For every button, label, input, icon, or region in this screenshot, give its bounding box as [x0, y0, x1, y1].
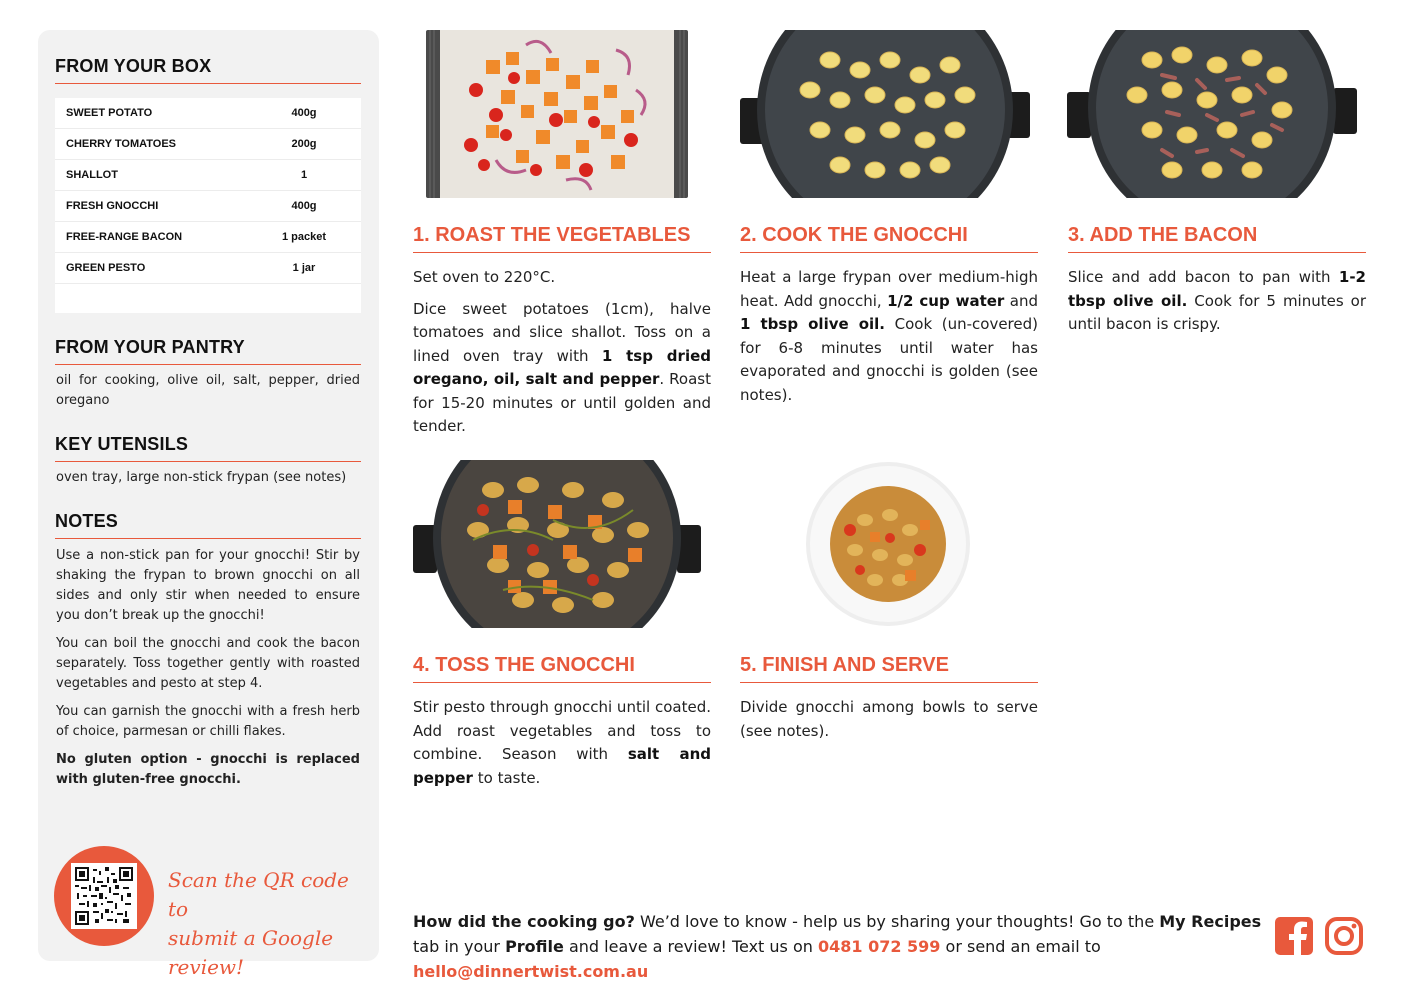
- step-5-photo: [740, 460, 1038, 628]
- table-row: [55, 191, 361, 222]
- step-2-body: [740, 266, 1038, 415]
- step-4-text: Stir pesto through gnocchi until coated. Add roast vegetables and toss to combine. Season with salt and pepper to taste.: [413, 698, 711, 787]
- step-2-photo: [740, 30, 1030, 198]
- step-3-title: 3. ADD THE BACON: [1068, 224, 1366, 253]
- step-1-text: Dice sweet potatoes (1cm), halve tomatoes and slice shallot. Toss on a lined oven tray with 1 tsp dried oregano, oil, salt and pepper. Roast for 15-20 minutes or until golden and tender.: [413, 299, 711, 435]
- note-item: You can garnish the gnocchi with a fresh herb of choice, parmesan or chilli flakes.: [56, 704, 360, 739]
- qr-caption-line: submit a Google review!: [168, 926, 334, 979]
- note-item: You can boil the gnocchi and cook the bacon separately. Toss together gently with roasted vegetables and pesto at step 4.: [56, 636, 360, 691]
- notes-heading: NOTES: [55, 511, 361, 539]
- ingredient-name: GREEN PESTO: [66, 262, 146, 274]
- pantry-text: oil for cooking, olive oil, salt, pepper, dried oregano: [56, 373, 360, 408]
- from-your-box-heading: FROM YOUR BOX: [55, 56, 361, 84]
- from-your-pantry-heading: FROM YOUR PANTRY: [55, 337, 361, 365]
- qr-code-icon: [71, 863, 137, 929]
- table-row: [55, 160, 361, 191]
- step-5-body: [740, 696, 1038, 751]
- table-row: [55, 98, 361, 129]
- qr-badge[interactable]: [54, 846, 154, 946]
- ingredient-qty: 400g: [291, 200, 317, 212]
- qr-caption: [168, 866, 368, 982]
- step-5-title: 5. FINISH AND SERVE: [740, 654, 1038, 683]
- table-row: [55, 129, 361, 160]
- step-5-text: Divide gnocchi among bowls to serve (see notes).: [740, 698, 1038, 740]
- step-1-photo: [426, 30, 688, 198]
- table-row: [55, 253, 361, 284]
- ingredient-qty: 1 jar: [292, 262, 316, 274]
- step-3-body: [1068, 266, 1366, 345]
- facebook-icon[interactable]: [1275, 917, 1313, 955]
- step-4-photo: [413, 460, 701, 628]
- ingredient-qty: 400g: [291, 107, 317, 119]
- step-2-title: 2. COOK THE GNOCCHI: [740, 224, 1038, 253]
- step-4-title: 4. TOSS THE GNOCCHI: [413, 654, 711, 683]
- step-4-body: [413, 696, 711, 798]
- ingredient-name: CHERRY TOMATOES: [66, 138, 177, 150]
- my-recipes-label: My Recipes: [1159, 912, 1262, 931]
- ingredient-name: SHALLOT: [66, 169, 118, 181]
- ingredient-name: FREE-RANGE BACON: [66, 231, 183, 243]
- instagram-icon[interactable]: [1325, 917, 1363, 955]
- feedback-question: How did the cooking go?: [413, 912, 635, 931]
- email-link[interactable]: hello@dinnertwist.com.au: [413, 962, 649, 981]
- phone-link[interactable]: 0481 072 599: [817, 937, 941, 956]
- sidebar-panel: [38, 30, 379, 979]
- table-row: [55, 222, 361, 253]
- note-item: Use a non-stick pan for your gnocchi! Stir by shaking the frypan to brown gnocchi on all sides and only stir when needed to ensure you don’t break up the gnocchi!: [56, 548, 360, 623]
- step-2-text: Heat a large frypan over medium-high heat. Add gnocchi, 1/2 cup water and 1 tbsp olive oil. Cook (un-covered) for 6-8 minutes until water has evaporated and gnocchi is golden (see notes).: [740, 268, 1038, 404]
- ingredient-qty: 200g: [291, 138, 317, 150]
- utensils-text: oven tray, large non-stick frypan (see notes): [56, 470, 347, 485]
- step-1-text: Set oven to 220°C.: [413, 268, 556, 286]
- ingredient-name: SWEET POTATO: [66, 107, 153, 119]
- notes-body: [56, 546, 360, 798]
- step-3-text: Slice and add bacon to pan with 1-2 tbsp olive oil. Cook for 5 minutes or until bacon is crispy.: [1068, 268, 1366, 333]
- profile-label: Profile: [505, 937, 564, 956]
- ingredient-name: FRESH GNOCCHI: [66, 200, 159, 212]
- qr-caption-line: Scan the QR code to: [168, 868, 349, 921]
- note-item: No gluten option - gnocchi is replaced with gluten-free gnocchi.: [56, 752, 360, 787]
- feedback-footer: How did the cooking go? We’d love to know - help us by sharing your thoughts! Go to the My Recipes tab in your Profile and leave a review! Text us on 0481 072 599 or send an email to hello@dinnertwist.com.au: [413, 912, 1262, 981]
- ingredient-qty: 1 packet: [281, 231, 327, 243]
- step-1-body: [413, 266, 711, 447]
- step-1-title: 1. ROAST THE VEGETABLES: [413, 224, 711, 253]
- ingredient-qty: 1: [300, 169, 308, 181]
- ingredients-table: [55, 98, 361, 313]
- step-3-photo: [1067, 30, 1357, 198]
- key-utensils-heading: KEY UTENSILS: [55, 434, 361, 462]
